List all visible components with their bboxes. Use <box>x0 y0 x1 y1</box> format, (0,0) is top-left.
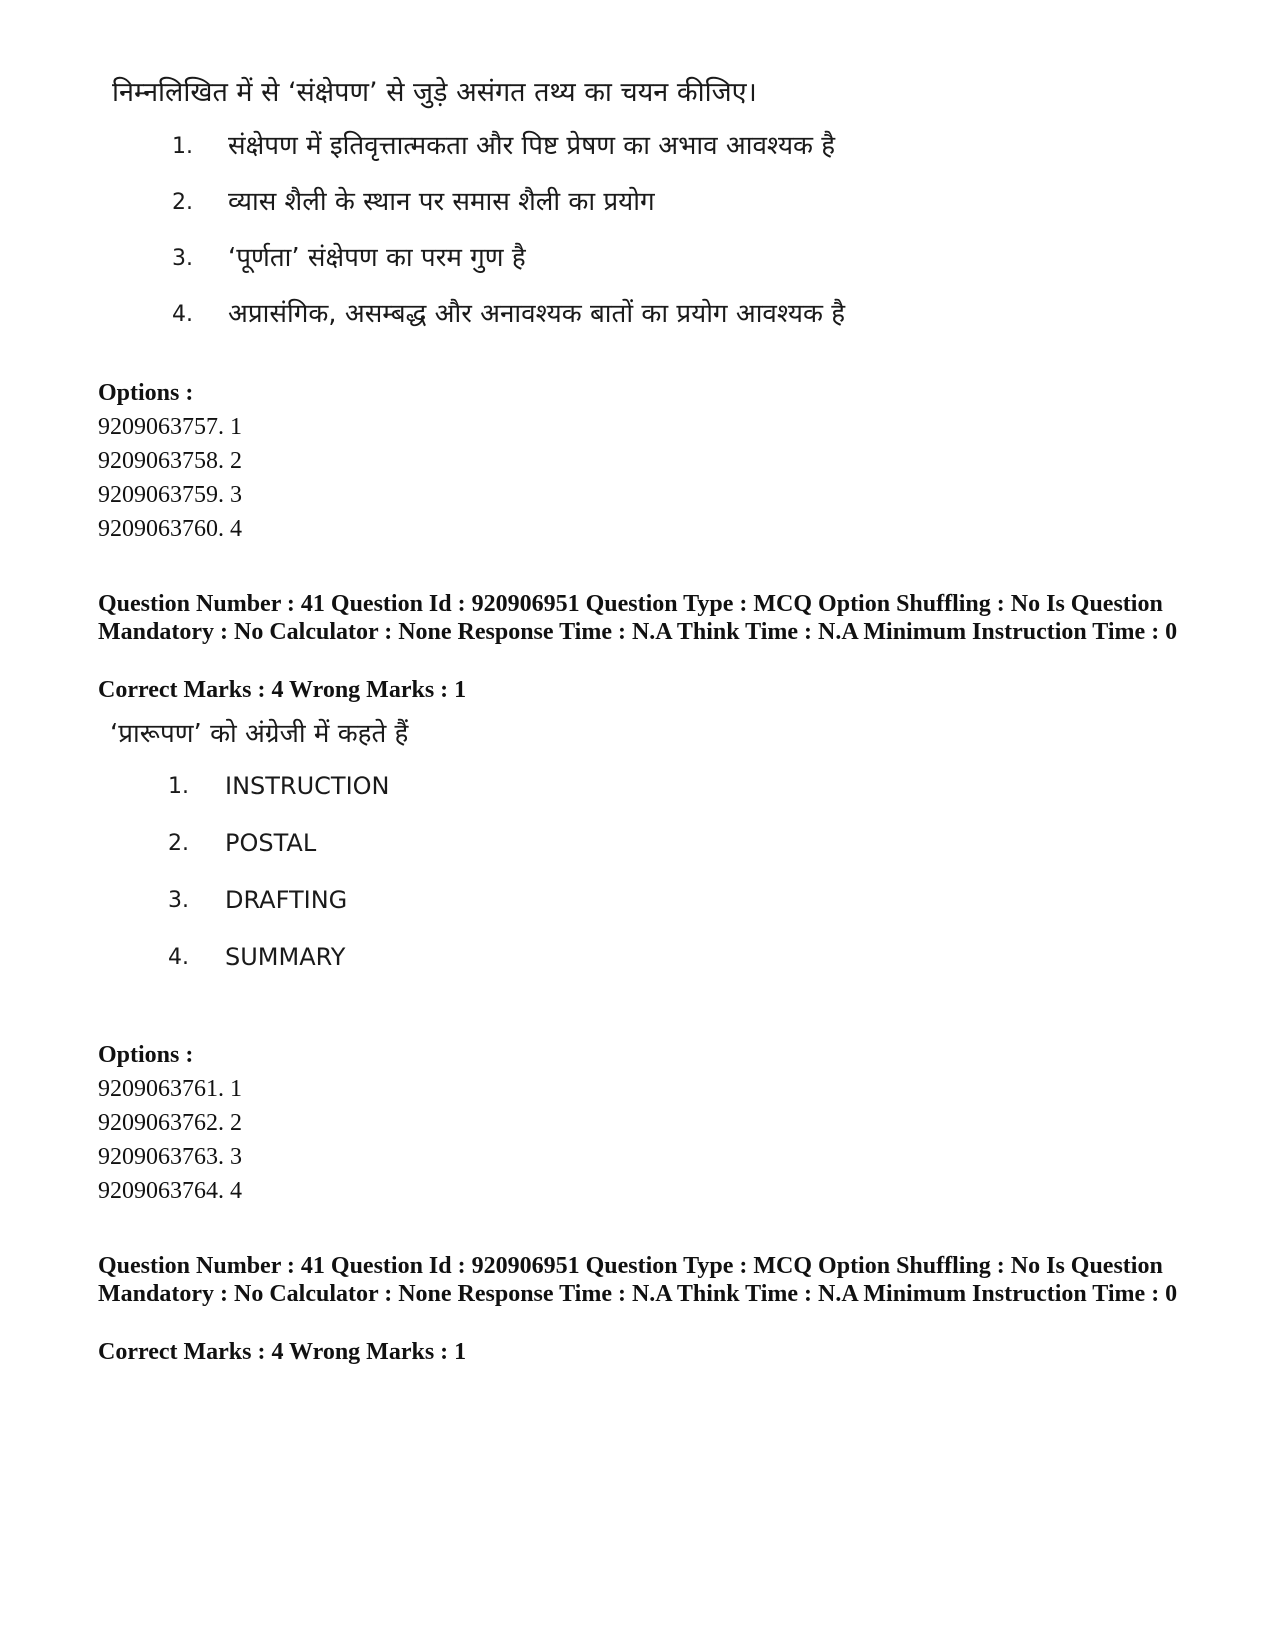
item-number: 2. <box>172 190 193 215</box>
option-row: 9209063759. 3 <box>98 482 242 508</box>
option-row: 9209063764. 4 <box>98 1178 242 1204</box>
options-heading: Options : <box>98 1042 194 1068</box>
item-text: DRAFTING <box>225 886 348 914</box>
item-text: अप्रासंगिक, असम्बद्ध और अनावश्यक बातों का प्रयोग आवश्यक है <box>228 299 846 329</box>
question-b-options <box>98 1038 242 1208</box>
item-text: संक्षेपण में इतिवृत्तात्मकता और पिष्ट प्रेषण का अभाव आवश्यक है <box>228 131 836 161</box>
question-a-options <box>98 376 242 546</box>
item-number: 3. <box>168 888 189 913</box>
question-b-meta: Question Number : 41 Question Id : 920906951 Question Type : MCQ Option Shuffling : No Is Question Mandatory : No Calculator : None Response Time : N.A Think Time : N.A Minimum Instruction Time : 0 <box>98 591 1178 645</box>
option-row: 9209063760. 4 <box>98 516 242 542</box>
question-b-marks: Correct Marks : 4 Wrong Marks : 1 <box>98 677 467 703</box>
question-c-meta: Question Number : 41 Question Id : 920906951 Question Type : MCQ Option Shuffling : No Is Question Mandatory : No Calculator : None Response Time : N.A Think Time : N.A Minimum Instruction Time : 0 <box>98 1253 1178 1307</box>
item-number: 1. <box>172 134 193 159</box>
item-number: 4. <box>172 302 193 327</box>
item-number: 2. <box>168 831 189 856</box>
item-text: INSTRUCTION <box>225 772 390 800</box>
item-number: 4. <box>168 945 189 970</box>
question-a-prompt: निम्नलिखित में से ‘संक्षेपण’ से जुड़े असंगत तथ्य का चयन कीजिए। <box>112 77 757 108</box>
option-row: 9209063758. 2 <box>98 448 242 474</box>
option-row: 9209063763. 3 <box>98 1144 242 1170</box>
option-row: 9209063761. 1 <box>98 1076 242 1102</box>
option-row: 9209063762. 2 <box>98 1110 242 1136</box>
option-row: 9209063757. 1 <box>98 414 242 440</box>
item-number: 3. <box>172 246 193 271</box>
item-text: व्यास शैली के स्थान पर समास शैली का प्रयोग <box>228 187 655 217</box>
question-c-marks: Correct Marks : 4 Wrong Marks : 1 <box>98 1339 467 1365</box>
question-b-prompt: ‘प्रारूपण’ को अंग्रेजी में कहते हैं <box>110 719 409 749</box>
item-text: ‘पूर्णता’ संक्षेपण का परम गुण है <box>228 243 526 273</box>
options-heading: Options : <box>98 380 194 406</box>
item-text: SUMMARY <box>225 943 346 971</box>
item-text: POSTAL <box>225 829 317 857</box>
item-number: 1. <box>168 774 189 799</box>
